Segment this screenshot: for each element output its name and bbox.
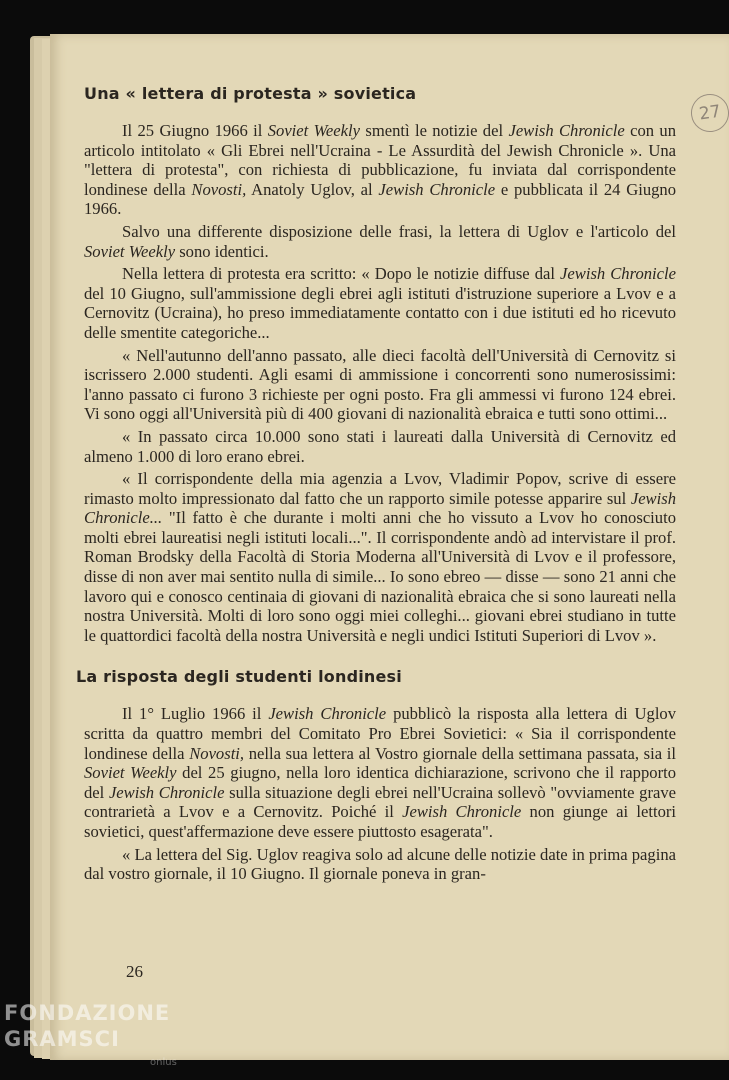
watermark-logo: FONDAZIONE GRAMSCI onlus	[4, 1001, 177, 1068]
archive-stamp: 27	[689, 92, 729, 135]
paragraph: « Il corrispondente della mia agenzia a Lvov, Vladimir Popov, scrive di essere rimasto molto impressionato dal fatto che un rapporto simile potesse apparire sul Jewish Chronicle... "Il fatto è che durante i molti anni che ho vissuto a Lvov ho conosciuto molti ebrei laureatisi negli istituti locali...". Il corrispondente andò ad intervistare il prof. Roman Brodsky della Facoltà di Storia Moderna all'Università di Lvov e il professore, disse di non aver mai sentito nulla di simile... Io sono ebreo — disse — sono 21 anni che lavoro qui e conosco centinaia di giovani di nazionalità ebraica che si sono laureati nella nostra Università. Molti di loro sono oggi miei colleghi... giovani ebrei studiano in tutte le quattordici facoltà della nostra Università e negli undici Istituti Superiori di Lvov ».	[84, 469, 676, 645]
paragraph: « La lettera del Sig. Uglov reagiva solo ad alcune delle notizie date in prima pagina dal vostro giornale, il 10 Giugno. Il giornale poneva in gran-	[84, 844, 676, 884]
page-content	[76, 84, 677, 884]
paragraph: « Nell'autunno dell'anno passato, alle dieci facoltà dell'Università di Cernovitz si iscrissero 2.000 studenti. Agli esami di ammissione i concorrenti sono numerosissimi: l'anno passato ci furono 3 richieste per ogni posto. Fra gli ammessi vi furono 124 ebrei. Vi sono oggi all'Università più di 400 giovani di nazionalità ebraica e tutti sono ottimi...	[84, 345, 676, 424]
page-number: 26	[126, 962, 143, 981]
paragraph: Nella lettera di protesta era scritto: « Dopo le notizie diffuse dal Jewish Chronicle del 10 Giugno, sull'ammissione degli ebrei agli istituti d'istruzione superiore a Lvov e a Cernovitz (Ucraina), ho preso immediatamente contatto con i due istituti ed ho ricevuto delle smentite categoriche...	[84, 264, 676, 342]
section-title: Una « lettera di protesta » sovietica	[84, 84, 417, 103]
paragraph: « In passato circa 10.000 sono stati i laureati dalla Università di Cernovitz ed almeno 1.000 di loro erano ebrei.	[84, 426, 676, 466]
paragraph: Salvo una differente disposizione delle frasi, la lettera di Uglov e l'articolo del Soviet Weekly sono identici.	[84, 221, 676, 261]
paragraph: Il 1° Luglio 1966 il Jewish Chronicle pubblicò la risposta alla lettera di Uglov scritta da quattro membri del Comitato Pro Ebrei Sovietici: « Sia il corrispondente londinese della Novosti, nella sua lettera al Vostro giornale della settimana passata, sia il Soviet Weekly del 25 giugno, nella loro identica dichiarazione, scrivono che il rapporto del Jewish Chronicle sulla situazione degli ebrei nell'Ucraina sollevò "ovviamente grave contrarietà a Lvov e a Cernovitz. Poiché il Jewish Chronicle non giunge ai lettori sovietici, quest'affermazione deve essere piuttosto esagerata".	[84, 704, 677, 841]
section-title: La risposta degli studenti londinesi	[76, 667, 402, 687]
paragraph: Il 25 Giugno 1966 il Soviet Weekly smentì le notizie del Jewish Chronicle con un articolo intitolato « Gli Ebrei nell'Ucraina - Le Assurdità del Jewish Chronicle ». Una "lettera di protesta", con richiesta di pubblicazione, fu inviata dal corrispondente londinese della Novosti, Anatoly Uglov, al Jewish Chronicle e pubblicata il 24 Giugno 1966.	[84, 121, 677, 219]
